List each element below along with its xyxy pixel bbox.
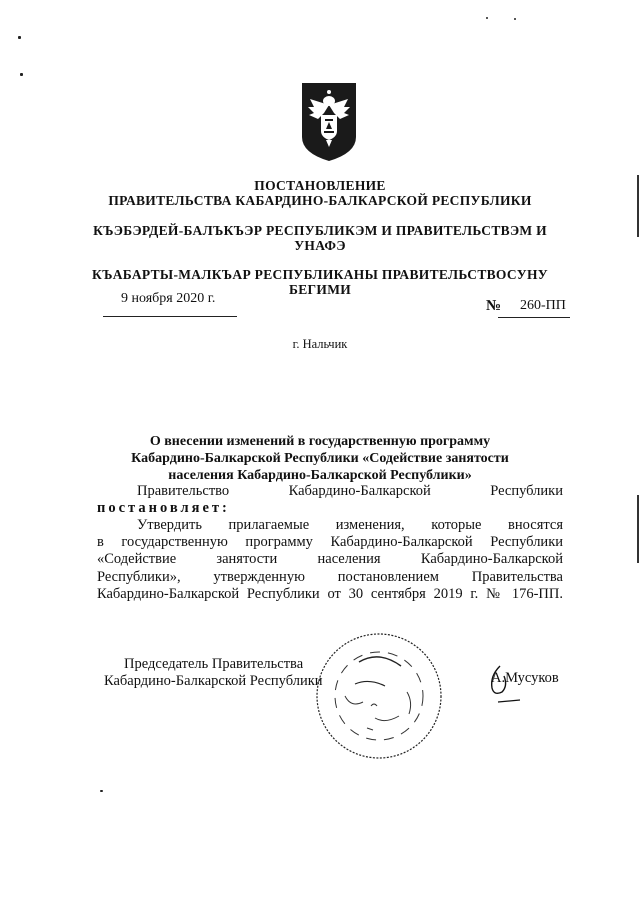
document-number: 260-ПП (520, 298, 566, 313)
date-underline (103, 316, 237, 317)
scan-speck (514, 18, 516, 20)
scan-edge-mark (637, 495, 639, 563)
scan-speck (486, 17, 488, 19)
government-name-krc: КЪАБАРТЫ-МАЛКЪАР РЕСПУБЛИКАНЫ ПРАВИТЕЛЬСТВОСУНУ (92, 267, 548, 282)
signature-position: Председатель Правительства (124, 656, 304, 672)
signatory-name: А.Мусуков (491, 670, 559, 686)
document-title-line: Кабардино-Балкарской Республики «Содействие занятости (131, 451, 509, 466)
round-seal-stamp (315, 632, 443, 760)
number-sign: № (486, 298, 502, 314)
scan-speck (18, 36, 21, 39)
scan-edge-mark (637, 175, 639, 237)
body-line: Кабардино-Балкарской Республики от 30 сентября 2019 г. № 176-ПП. (97, 586, 563, 602)
body-line: Правительство Кабардино-Балкарской Республики (137, 483, 563, 499)
body-line-decision: постановляет: (97, 500, 230, 516)
scan-speck (100, 790, 103, 792)
government-name-ru: ПРАВИТЕЛЬСТВА КАБАРДИНО-БАЛКАРСКОЙ РЕСПУБЛИКИ (108, 193, 532, 208)
signature-position-cont: Кабардино-Балкарской Республики (104, 673, 323, 689)
number-underline (498, 317, 570, 318)
body-line: в государственную программу Кабардино-Балкарской Республики (97, 534, 563, 550)
document-heading: ПОСТАНОВЛЕНИЕ (254, 178, 386, 193)
kbr-coat-of-arms-icon (302, 83, 356, 161)
body-line: Республики», утвержденную постановлением Правительства (97, 569, 563, 585)
document-date: 9 ноября 2020 г. (121, 291, 216, 306)
government-name-krc-cont: БЕГИМИ (288, 282, 352, 297)
document-title-line: О внесении изменений в государственную программу (149, 434, 491, 449)
body-line: «Содействие занятости населения Кабардино-Балкарской (97, 551, 563, 567)
document-title-line: населения Кабардино-Балкарской Республики» (168, 468, 472, 483)
government-name-kbd: КЪЭБЭРДЕЙ-БАЛЪКЪЭР РЕСПУБЛИКЭМ И ПРАВИТЕЛЬСТВЭМ И (93, 223, 547, 238)
body-line: Утвердить прилагаемые изменения, которые вносятся (137, 517, 563, 533)
government-name-kbd-cont: УНАФЭ (294, 238, 346, 253)
scan-speck (20, 73, 23, 76)
document-city: г. Нальчик (292, 337, 348, 351)
